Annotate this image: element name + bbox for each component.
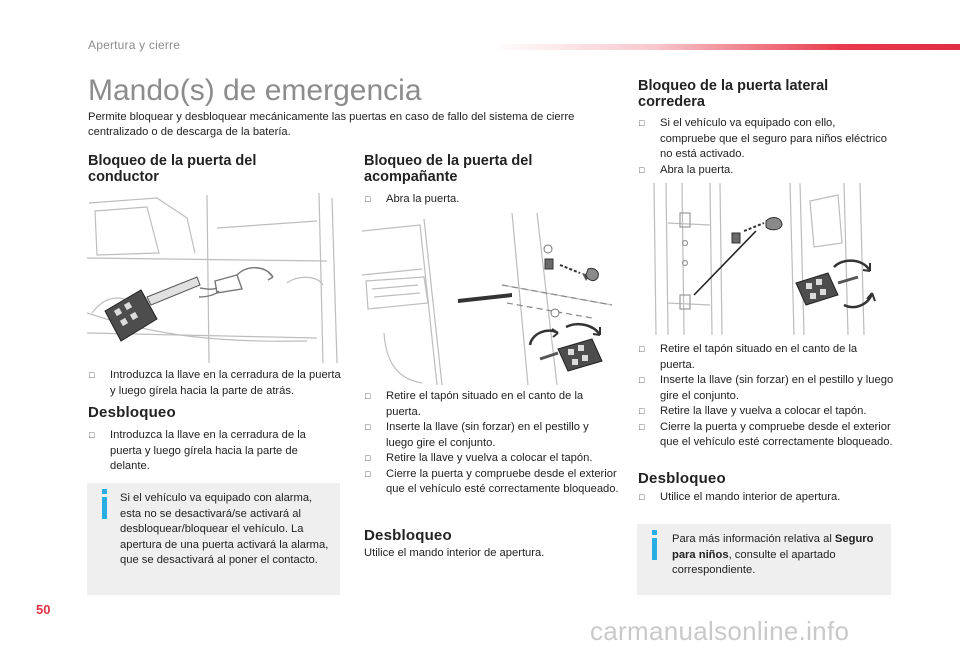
col2-step-1: □ Retire el tapón situado en el canto de la puerta. [364, 389, 619, 420]
col3-unlock-steps [638, 490, 888, 506]
col3-steps [638, 342, 894, 451]
driver-door-illustration [87, 193, 341, 363]
col2-step-2: □ Inserte la llave (sin forzar) en el pestillo y luego gire el conjunto. [364, 420, 619, 451]
col3-pre-step-1: □ Si el vehículo va equipado con ello, compruebe que el seguro para niños eléctrico no está activado. [638, 116, 888, 163]
col1-info-box [87, 483, 340, 595]
col3-pre-step-2: □ Abra la puerta. [638, 163, 888, 179]
col2-pre-step-1: □ Abra la puerta. [364, 192, 614, 208]
passenger-door-illustration [362, 213, 616, 385]
col3-pre-steps [638, 116, 888, 178]
col1-unlock-steps [88, 428, 338, 475]
col1-unlock-step-1: □ Introduzca la llave en la cerradura de la puerta y luego gírela hacia la parte de delante. [88, 428, 338, 475]
col2-step-3: □ Retire la llave y vuelva a colocar el tapón. [364, 451, 619, 467]
col1-unlock-heading: Desbloqueo [88, 404, 176, 421]
col3-step-3: □ Retire la llave y vuelva a colocar el tapón. [638, 404, 894, 420]
col2-pre-steps [364, 192, 614, 208]
intro-text: Permite bloquear y desbloquear mecánicamente las puertas en caso de fallo del sistema de cierre centralizado o de descarga de la batería. [88, 111, 575, 138]
col3-info-post: , consulte el apartado correspondiente. [672, 548, 836, 576]
info-icon [652, 538, 657, 560]
col2-unlock-text: Utilice el mando interior de apertura. [364, 547, 545, 559]
page-number: 50 [36, 602, 51, 617]
watermark: carmanualsonline.info [590, 616, 850, 646]
col1-step-1: □ Introduzca la llave en la cerradura de la puerta y luego gírela hacia la parte de atrás. [88, 368, 343, 399]
driver-door-figure [87, 193, 341, 363]
child-lock-reference: Seguro para niños [672, 533, 874, 561]
col3-info-text [672, 532, 881, 579]
col2-heading: Bloqueo de la puerta del acompañante [364, 153, 533, 185]
col3-info-box [637, 524, 891, 595]
page-title: Mando(s) de emergencia [88, 74, 422, 107]
col2-steps [364, 389, 619, 498]
col2-unlock-heading: Desbloqueo [364, 527, 452, 544]
col1-info-text: Si el vehículo va equipado con alarma, esta no se desactivará/se activará al desbloquear/bloquear el vehículo. La apertura de una puerta activará la alarma, que se desactivará al poner el contacto. [120, 492, 329, 566]
col3-unlock-heading: Desbloqueo [638, 470, 726, 487]
info-icon [102, 497, 107, 519]
col3-step-4: □ Cierre la puerta y compruebe desde el exterior que el vehículo esté correctamente bloqueado. [638, 420, 894, 451]
col1-steps [88, 368, 343, 399]
sliding-door-figure [638, 183, 892, 335]
col3-info-pre: Para más información relativa al [672, 533, 835, 545]
col3-heading: Bloqueo de la puerta lateral corredera [638, 78, 829, 110]
col3-step-2: □ Inserte la llave (sin forzar) en el pestillo y luego gire el conjunto. [638, 373, 894, 404]
col1-heading: Bloqueo de la puerta del conductor [88, 153, 257, 185]
header-accent-bar [490, 44, 960, 50]
col3-unlock-step-1: □ Utilice el mando interior de apertura. [638, 490, 888, 506]
sliding-door-illustration [638, 183, 892, 335]
col2-step-4: □ Cierre la puerta y compruebe desde el exterior que el vehículo esté correctamente bloqueado. [364, 467, 619, 498]
passenger-door-figure [362, 213, 616, 385]
col3-step-1: □ Retire el tapón situado en el canto de la puerta. [638, 342, 894, 373]
section-label: Apertura y cierre [88, 38, 181, 52]
